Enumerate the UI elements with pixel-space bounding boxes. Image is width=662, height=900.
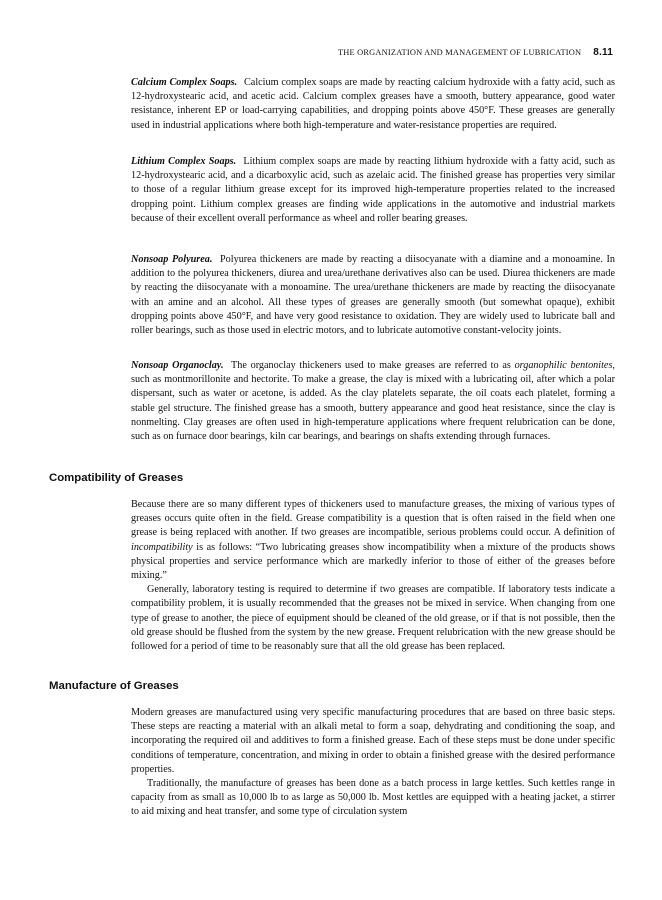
section-body-manufacture [131,706,615,820]
paragraph-text: Traditionally, the manufacture of greases has been done as a batch process in large kettles. Such kettles range in capacity from as small as 10,000 lb to as large as 50,000 lb. Most kettles are equipped with a heating jacket, a stirrer to aid mixing and heat transfer, and some type of circulation system [131,778,615,818]
running-header [338,47,613,58]
italic-term: incompatibility [131,541,193,553]
paragraph-text: Calcium complex soaps are made by reacting calcium hydroxide with a fatty acid, such as 12-hydroxystearic acid, and acetic acid. Calcium complex greases have a smooth, buttery appearance, good water resistance, inherent EP or load-carrying capabilities, and dropping points above 450°F. These greases are generally used in industrial applications where both high-temperature and water-resistance properties are required. [131,77,615,131]
paragraph-calcium-complex [131,76,615,133]
paragraph-text: Polyurea thickeners are made by reacting a diisocyanate with a diamine and a monoamine. In addition to the polyurea thickeners, diurea and urea/urethane derivatives also can be used. Diurea thickeners are made by reacting the diisocyanate with a monoamine. The urea/urethane thickeners are made by reacting the diisocyanate with an amine and an alcohol. All these types of greases are generally smooth (but somewhat opaque), exhibit dropping points above 450°F, and have very good resistance to oxidation. They are widely used to lubricate ball and roller bearings, such as those used in electric motors, and to lubricate automotive constant-velocity joints. [131,254,616,337]
italic-term: organophilic bentonites [514,360,613,371]
paragraph-text: , such as montmorillonite and hectorite. To make a grease, the clay is mixed with a lubricating oil, after which a polar dispersant, such as water or acetone, is added. As the clay platelets separate, the oil coats each platelet, forming a stable gel structure. The finished grease has a smooth, buttery appearance and good heat resistance, since the clay is nonmelting. Clay greases are often used in high-temperature applications where frequent relubrication can be done, such as on furnace door bearings, kiln car bearings, and bearings on shafts extending through furnaces. [131,360,615,443]
paragraph-text: Lithium complex soaps are made by reacting lithium hydroxide with a fatty acid, such as 12-hydroxystearic acid, and a dicarboxylic acid, such as azelaic acid. The finished grease has properties very similar to those of a regular lithium grease except for its improved high-temperature properties related to the increased dropping point. Lithium complex greases are finding wide applications in the automotive and industrial markets because of their excellent overall performance as wheel and roller bearing greases. [131,156,615,224]
paragraph-lithium-complex [131,155,615,226]
paragraph-organoclay [131,359,615,444]
page-number: 8.11 [593,47,613,58]
runin-heading: Nonsoap Organoclay. [131,360,224,371]
paragraph-text: Generally, laboratory testing is required to determine if two greases are compatible. If laboratory tests indicate a compatibility problem, it is usually recommended that the greases not be mixed in service. When changing from one type of grease to another, the piece of equipment should be cleaned of the old grease, or if that is not possible, then the old grease should be flushed from the system by the new grease. Frequent relubrication with the new grease should be followed for a period of time to be reasonably sure that all the old grease has been replaced. [131,584,615,653]
runin-heading: Lithium Complex Soaps. [131,156,237,167]
running-title: THE ORGANIZATION AND MANAGEMENT OF LUBRICATION [337,48,582,57]
section-body-compatibility [131,498,615,654]
paragraph-text: Modern greases are manufactured using very specific manufacturing procedures that are based on three basic steps. These steps are reacting a material with an alkali metal to form a soap, dehydrating and conditioning the soap, and incorporating the required oil and additives to form a finished grease. Each of these steps must be done under specific conditions of temperature, concentration, and mixing in order to obtain a finished grease with the desired performance properties. [131,707,615,775]
runin-heading: Calcium Complex Soaps. [131,77,238,88]
paragraph-polyurea [131,253,615,338]
paragraph-text: The organoclay thickeners used to make greases are referred to as [231,360,511,371]
section-heading-manufacture: Manufacture of Greases [49,680,179,692]
paragraph-text: is as follows: “Two lubricating greases show incompatibility when a mixture of the products shows physical properties and service performance which are markedly inferior to those of either of the greases before mixing.” [131,541,616,582]
runin-heading: Nonsoap Polyurea. [131,254,213,265]
paragraph-text: Because there are so many different types of thickeners used to manufacture greases, the mixing of various types of greases occurs quite often in the field. Grease compatibility is a question that is often raised in the field when one grease is being replaced with another. If two greases are incompatible, serious problems could occur. A definition of [131,499,615,539]
section-heading-compatibility: Compatibility of Greases [49,472,184,484]
